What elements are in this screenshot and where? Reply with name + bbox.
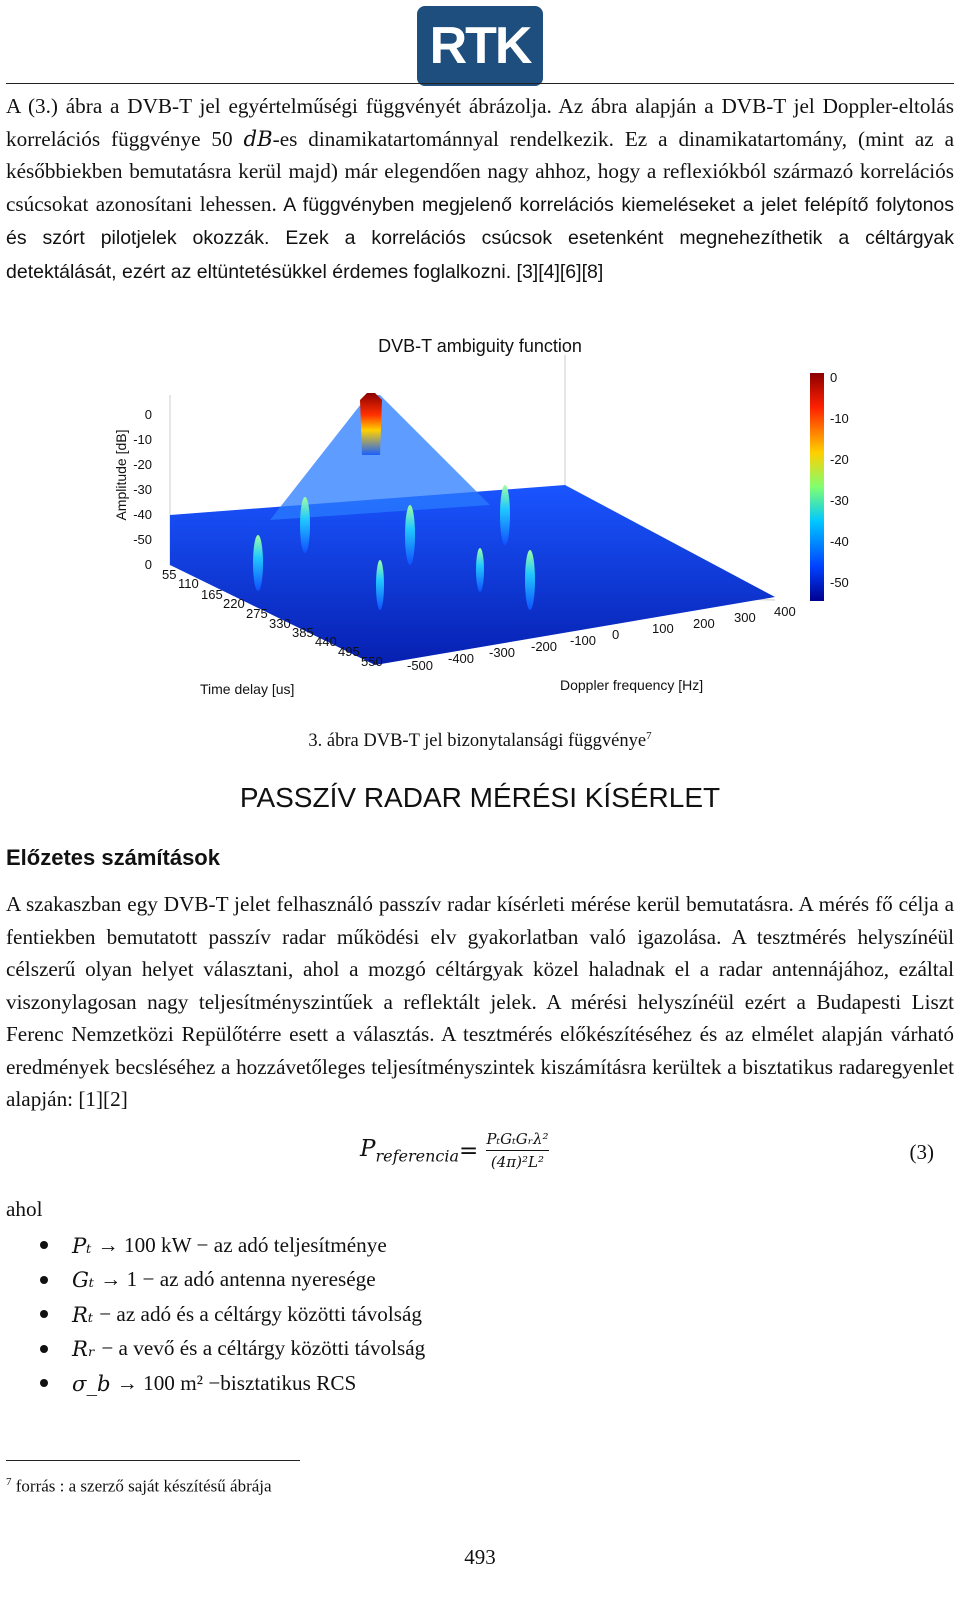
doppler-tick: 100 (652, 621, 674, 636)
z-axis (113, 407, 152, 572)
variable-description: → 1 − az adó antenna nyeresége (100, 1267, 376, 1292)
doppler-tick: -200 (531, 639, 558, 654)
journal-logo (417, 6, 543, 86)
variable-symbol: σ_b (72, 1370, 111, 1396)
bullet-icon (40, 1379, 48, 1387)
z-tick: 0 (144, 407, 152, 422)
variable-description: → 100 m² −bisztatikus RCS (116, 1370, 357, 1395)
formula-lhs-subscript: referencia (375, 1146, 460, 1166)
chart-title: DVB-T ambiguity function (378, 336, 582, 356)
delay-tick: 495 (338, 644, 360, 659)
footnote-rule (6, 1460, 300, 1461)
list-item (40, 1263, 425, 1298)
bullet-icon (40, 1241, 48, 1249)
delay-tick: 330 (269, 616, 291, 631)
variable-symbol: Rₜ (72, 1301, 94, 1327)
doppler-axis-label: Doppler frequency [Hz] (560, 677, 704, 693)
intro-text-2: -es dinamikatartománnyal rendelkezik. Ez a dinamikatartomány, (mint az a későbbiekben bemutatásra kerül majd) már elegendően nagy ahhoz, hogy a reflexiókból származó korrelációs csúcsokat azonosítani lehessen. (6, 126, 954, 216)
colorbar-tick: -30 (830, 493, 849, 508)
delay-tick: 110 (178, 576, 199, 591)
logo-text: RTK (429, 17, 531, 75)
caption-text: 3. ábra DVB-T jel bizonytalansági függvénye (308, 731, 647, 752)
delay-tick: 55 (162, 567, 177, 582)
side-peak (405, 505, 415, 565)
equation-number: (3) (909, 1140, 934, 1164)
variable-description: − az adó és a céltárgy közötti távolság (99, 1301, 422, 1326)
doppler-tick: 300 (734, 610, 756, 625)
figure-caption (0, 730, 960, 752)
ambiguity-plot (110, 335, 870, 715)
colorbar-tick: 0 (830, 370, 838, 385)
footnote-text: forrás : a szerző saját készítésű ábrája (11, 1476, 272, 1496)
variable-description: − a vevő és a céltárgy közötti távolság (101, 1336, 426, 1361)
z-tick: -10 (133, 432, 152, 447)
list-item (40, 1297, 425, 1332)
variable-symbol: Pₜ (72, 1232, 92, 1258)
variable-symbol: Rᵣ (72, 1336, 96, 1362)
bullet-icon (40, 1345, 48, 1353)
list-item (40, 1228, 425, 1263)
ahol-label: ahol (6, 1197, 43, 1221)
bullet-icon (40, 1310, 48, 1318)
fraction-bar (486, 1150, 548, 1151)
formula-lhs (360, 1136, 459, 1166)
footnote-number: 7 (6, 1476, 12, 1488)
side-peak (253, 535, 263, 591)
radar-equation (360, 1130, 549, 1171)
bullet-icon (40, 1276, 48, 1284)
side-peak (525, 550, 535, 610)
list-item (40, 1332, 425, 1367)
section-title: PASSZÍV RADAR MÉRÉSI KÍSÉRLET (239, 782, 721, 813)
formula-fraction (486, 1130, 548, 1171)
colorbar-ticks (830, 370, 849, 590)
side-peak (376, 560, 384, 610)
z-tick: -40 (133, 507, 152, 522)
z-axis-label: Amplitude [dB] (113, 429, 129, 521)
formula-numerator: PₜGₜGᵣλ² (486, 1130, 549, 1148)
z-tick: -30 (133, 482, 152, 497)
doppler-tick: -500 (407, 658, 434, 673)
doppler-tick: -400 (448, 651, 475, 666)
ambiguity-figure (110, 335, 870, 715)
delay-tick: 385 (292, 625, 314, 640)
variable-list (40, 1228, 425, 1401)
doppler-tick: 400 (774, 604, 796, 619)
delay-tick: 220 (223, 596, 245, 611)
colorbar-tick: -40 (830, 534, 849, 549)
colorbar (810, 373, 824, 601)
footnote (6, 1476, 272, 1497)
colorbar-tick: -10 (830, 411, 849, 426)
colorbar-tick: -20 (830, 452, 849, 467)
formula-lhs-symbol: P (360, 1135, 376, 1162)
delay-tick: 165 (201, 587, 223, 602)
formula-equals: = (459, 1137, 479, 1164)
intro-paragraph (6, 90, 954, 288)
intro-unit: dB (243, 125, 273, 151)
delay-axis-label: Time delay [us] (200, 681, 295, 697)
z-tick: -20 (133, 457, 152, 472)
side-peak (300, 497, 310, 553)
delay-tick: 440 (315, 634, 337, 649)
subsection-title: Előzetes számítások (6, 845, 220, 870)
variable-symbol: Gₜ (72, 1267, 95, 1293)
main-peak (360, 393, 382, 455)
intro-text-3: A függvényben megjelenő korrelációs kiemeléseket a jelet felépítő folytonos és szórt pilotjelek okozzák. Ezek a korrelációs csúcsok esetenként megnehezíthetik a céltárgyak detektálását, ezért az eltüntetésükkel érdemes foglalkozni. [3][4][6][8] (6, 193, 955, 283)
caption-footnote-ref: 7 (646, 730, 652, 742)
delay-tick: 550 (361, 654, 383, 669)
z-tick: 0 (144, 557, 152, 572)
page-number: 493 (464, 1545, 496, 1569)
doppler-tick: -100 (570, 633, 597, 648)
list-item (40, 1366, 425, 1401)
side-peak (500, 485, 510, 545)
variable-description: → 100 kW − az adó teljesítménye (97, 1232, 387, 1257)
header-rule (6, 83, 954, 84)
doppler-tick: 0 (612, 627, 620, 642)
delay-tick: 275 (246, 606, 268, 621)
intro-text-1: A (3.) ábra a DVB-T jel egyértelműségi függvényét ábrázolja. Az ábra alapján a DVB-T jel Doppler-eltolás korrelációs függvénye 50 (6, 94, 954, 151)
body-paragraph: A szakaszban egy DVB-T jelet felhasználó passzív radar kísérleti mérése kerül bemutatásra. A mérés fő célja a fentiekben bemutatott passzív radar működési elv gyakorlatban való igazolása. A tesztmérés helyszínéül célszerű olyan helyet választani, ahol a mozgó céltárgyak közel haladnak el a radar antennájához, ezáltal viszonylagosan nagy teljesítményszintűek a reflektált jelek. A mérési helyszínéül ezért a Budapesti Liszt Ferenc Nemzetközi Repülőtérre esett a választás. A tesztmérés előkészítéséhez és az elmélet alapján várható eredmények becsléséhez a hozzávetőleges teljesítményszintek kiszámításra kerültek a bisztatikus radaregyenlet alapján: [1][2] (6, 892, 954, 1111)
doppler-tick: -300 (489, 645, 516, 660)
doppler-tick: 200 (693, 616, 715, 631)
z-tick: -50 (133, 532, 152, 547)
side-peak (476, 548, 484, 592)
colorbar-tick: -50 (830, 575, 849, 590)
formula-denominator: (4π)²L² (490, 1153, 544, 1171)
